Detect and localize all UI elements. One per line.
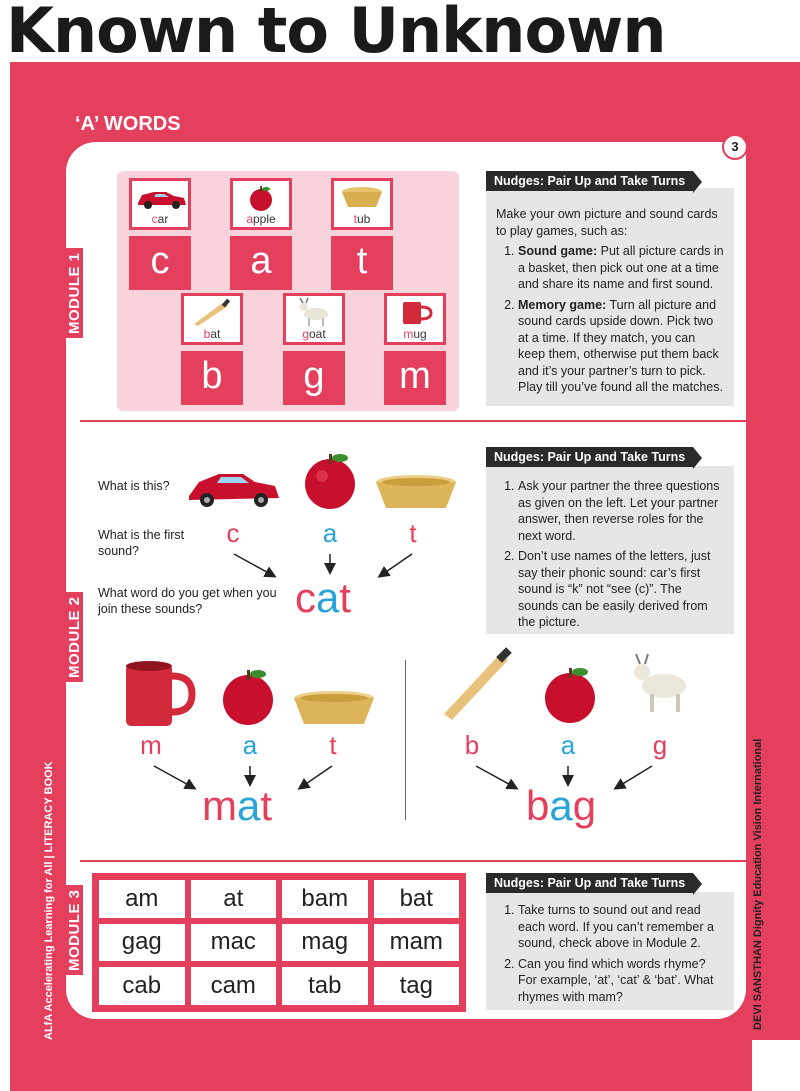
word-cell: at [191, 880, 277, 918]
question-what-is-this: What is this? [98, 479, 170, 493]
goat-image [628, 652, 692, 716]
joined-word-mat: mat [202, 782, 273, 829]
module-2-nudge-box [486, 466, 734, 634]
footer-right-block [752, 1040, 800, 1091]
joined-word-cat: cat [295, 574, 352, 621]
module-2-label: MODULE 2 [66, 592, 83, 682]
sound-a: a [242, 730, 258, 760]
word-cell: tab [282, 967, 368, 1005]
sound-card-a: a [230, 236, 292, 290]
example-separator [405, 660, 406, 820]
nudge-item: 2. Memory game: Turn all picture and sound cards upside down. Pick two at a time. If they match, you can keep them, otherwise put them back and it’s your partner’s turn to pick. Play till you’ve found all the matches. [518, 297, 724, 396]
sound-a: a [560, 730, 576, 760]
page-number: 3 [722, 134, 748, 160]
picture-card-bat [181, 293, 243, 345]
sound-t: t [409, 518, 417, 548]
word-cell: mam [374, 924, 460, 962]
car-icon [132, 183, 188, 213]
module-2-nudge-heading: Nudges: Pair Up and Take Turns [486, 447, 693, 467]
word-cell: am [99, 880, 185, 918]
nudge-list [496, 478, 724, 631]
picture-card-goat [283, 293, 345, 345]
word-cell: cam [191, 967, 277, 1005]
nudge-item: 1. Sound game: Put all picture cards in a basket, then pick out one at a time and share its name and first sound. [518, 243, 724, 293]
picture-card-apple [230, 178, 292, 230]
word-cell: gag [99, 924, 185, 962]
footer-left-text: ALfA Accelerating Learning for All | LITERACY BOOK [43, 761, 55, 1040]
word-cell: bat [374, 880, 460, 918]
mug-image [120, 660, 200, 730]
sound-c: c [226, 518, 240, 548]
tub-image [292, 690, 376, 730]
apple-icon [233, 183, 289, 213]
sound-card-g: g [283, 351, 345, 405]
sound-t: t [329, 730, 337, 760]
nudge-list [496, 902, 724, 1005]
picture-card-tub [331, 178, 393, 230]
nudge-item: 1. Ask your partner the three questions as given on the left. Let your partner answer, then reverse roles for the next word. [518, 478, 724, 544]
question-first-sound: What is the first sound? [98, 528, 185, 558]
apple-image [218, 666, 278, 726]
module-3-label: MODULE 3 [66, 885, 83, 975]
sound-card-b: b [181, 351, 243, 405]
goat-icon [286, 298, 342, 328]
joined-word-bag: bag [526, 782, 597, 829]
divider-2 [80, 860, 746, 862]
module-1-label: MODULE 1 [66, 248, 83, 338]
word-cell: cab [99, 967, 185, 1005]
sound-g: g [652, 730, 668, 760]
car-image [183, 460, 283, 510]
nudge-intro: Make your own picture and sound cards to play games, such as: [496, 207, 718, 238]
word-cell: tag [374, 967, 460, 1005]
picture-card-mug [384, 293, 446, 345]
picture-word: bat [203, 327, 221, 341]
sound-card-c: c [129, 236, 191, 290]
sound-card-t: t [331, 236, 393, 290]
sound-m: m [140, 730, 162, 760]
question-join-sounds: What word do you get when you join these sounds? [98, 586, 277, 616]
nudge-item: 2. Can you find which words rhyme? For example, ‘at’, ‘cat’ & ‘bat’. What rhymes with mam? [518, 956, 724, 1006]
picture-word: apple [246, 212, 276, 226]
mug-icon [387, 298, 443, 328]
module-1-nudge-heading: Nudges: Pair Up and Take Turns [486, 171, 693, 191]
sound-a: a [322, 518, 338, 548]
sound-card-m: m [384, 351, 446, 405]
picture-card-car [129, 178, 191, 230]
apple-image [540, 664, 600, 724]
picture-word: car [151, 212, 169, 226]
apple-image [300, 450, 360, 510]
tub-image [374, 474, 458, 514]
tub-icon [334, 183, 390, 213]
page-title: Known to Unknown [6, 0, 666, 67]
divider-1 [80, 420, 746, 422]
bat-image [440, 648, 520, 723]
nudge-item: 2. Don’t use names of the letters, just say their phonic sound: car’s first sound is “k” not “see (c)”. The sounds can be easily derived from the picture. [518, 548, 724, 631]
word-cell: mac [191, 924, 277, 962]
module-3-nudge-heading: Nudges: Pair Up and Take Turns [486, 873, 693, 893]
section-heading: ‘A’ WORDS [75, 113, 181, 135]
bat-icon [184, 298, 240, 328]
footer-right-tagline: LEAVE NO ONE BEHIND [770, 914, 781, 1030]
picture-word: goat [302, 327, 326, 341]
nudge-list [496, 243, 724, 396]
sound-b: b [464, 730, 480, 760]
picture-word: tub [353, 212, 371, 226]
nudge-item: 1. Take turns to sound out and read each word. If you can’t remember a sound, check above in Module 2. [518, 902, 724, 952]
module-3-nudge-box [486, 892, 734, 1010]
footer-right-text: DEVI SANSTHAN Dignity Education Vision International [752, 738, 764, 1030]
module-1-nudge-box [486, 188, 734, 406]
module-3-word-grid [92, 873, 466, 1012]
word-cell: mag [282, 924, 368, 962]
picture-word: mug [403, 327, 427, 341]
word-cell: bam [282, 880, 368, 918]
